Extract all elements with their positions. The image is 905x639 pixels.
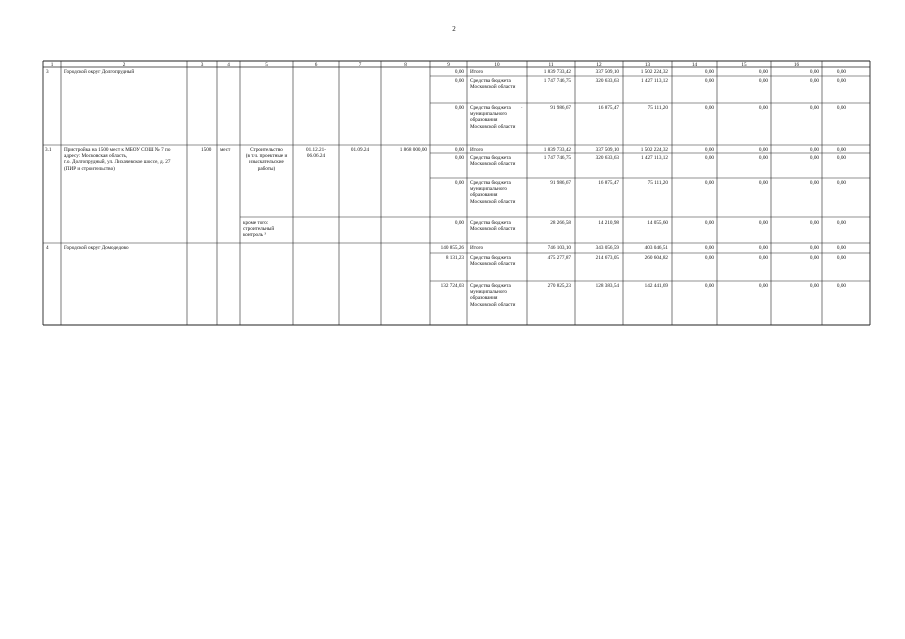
value-cell: 0,00 bbox=[704, 245, 714, 251]
column-header: 9 bbox=[447, 61, 450, 68]
value-cell: 0,00 bbox=[704, 78, 714, 84]
object-cost: 1 868 000,00 bbox=[399, 147, 427, 153]
value-cell: 0,00 bbox=[454, 180, 464, 186]
budget-label-regional: Московской области bbox=[470, 161, 516, 168]
column-header: 6 bbox=[314, 61, 318, 68]
value-cell: 91 986,67 bbox=[550, 180, 571, 186]
column-header: 1 bbox=[50, 61, 54, 68]
work-type: Строительство bbox=[250, 147, 283, 153]
value-cell: 403 046,51 bbox=[644, 245, 668, 251]
column-header: 2 bbox=[122, 61, 126, 68]
value-cell: 28 266,58 bbox=[550, 220, 571, 226]
budget-label-municipal: Средства бюджета bbox=[470, 283, 511, 289]
value-cell: 0,00 bbox=[704, 155, 714, 161]
value-cell: 0,00 bbox=[758, 147, 768, 153]
value-cell: 320 633,63 bbox=[595, 155, 619, 161]
value-cell: 0,00 bbox=[836, 147, 846, 153]
value-cell: 0,00 bbox=[809, 78, 819, 84]
column-header: 16 bbox=[793, 61, 800, 68]
budget-label-municipal: муниципального bbox=[470, 111, 508, 118]
budget-label-municipal: Московской области bbox=[470, 123, 516, 130]
value-cell: 75 111,20 bbox=[647, 105, 668, 111]
column-header: 7 bbox=[358, 61, 362, 68]
value-cell: 0,00 bbox=[809, 283, 819, 289]
budget-label-regional: Средства бюджета bbox=[470, 220, 511, 226]
value-cell: 0,00 bbox=[809, 147, 819, 153]
scan-mark: · bbox=[521, 105, 523, 111]
budget-label-municipal: образования bbox=[470, 117, 498, 124]
budget-label-regional: Московской области bbox=[470, 84, 516, 91]
value-cell: 0,00 bbox=[454, 105, 464, 111]
value-cell: 1 502 224,32 bbox=[640, 69, 668, 75]
value-cell: 0,00 bbox=[809, 69, 819, 75]
value-cell: 0,00 bbox=[758, 245, 768, 251]
value-cell: 0,00 bbox=[704, 105, 714, 111]
value-cell: 8 131,23 bbox=[445, 255, 464, 261]
value-cell: 0,00 bbox=[758, 220, 768, 226]
value-cell: 1 839 733,42 bbox=[543, 147, 571, 153]
work-type: работы) bbox=[257, 165, 276, 172]
value-cell: 0,00 bbox=[809, 180, 819, 186]
budget-label-municipal: Московской области bbox=[470, 198, 516, 205]
value-cell: 0,00 bbox=[758, 69, 768, 75]
value-cell: 0,00 bbox=[758, 155, 768, 161]
value-cell: 1 502 224,32 bbox=[640, 147, 668, 153]
budget-label-total: Итого bbox=[470, 69, 484, 75]
value-cell: 0,00 bbox=[758, 105, 768, 111]
budget-label-municipal: Средства бюджета bbox=[470, 105, 511, 111]
value-cell: 75 111,20 bbox=[647, 180, 668, 186]
work-dates: 01.12.21- bbox=[306, 147, 326, 153]
column-header: 14 bbox=[691, 61, 698, 68]
value-cell: 0,00 bbox=[809, 155, 819, 161]
value-cell: 0,00 bbox=[454, 78, 464, 84]
value-cell: 746 103,10 bbox=[547, 245, 571, 251]
value-cell: 0,00 bbox=[704, 255, 714, 261]
value-cell: 0,00 bbox=[454, 220, 464, 226]
value-cell: 128 383,54 bbox=[595, 283, 619, 289]
row-number: 3.1 bbox=[45, 147, 52, 153]
column-header: 10 bbox=[494, 61, 500, 68]
budget-label-municipal: муниципального bbox=[470, 289, 508, 296]
value-cell: 0,00 bbox=[454, 69, 464, 75]
value-cell: 1 427 113,12 bbox=[640, 155, 668, 161]
value-cell: 16 875,47 bbox=[598, 180, 619, 186]
value-cell: 0,00 bbox=[836, 180, 846, 186]
value-cell: 1 747 746,75 bbox=[543, 155, 571, 161]
row-number: 3 bbox=[46, 69, 49, 75]
budget-label-regional: Средства бюджета bbox=[470, 255, 511, 261]
value-cell: 0,00 bbox=[704, 283, 714, 289]
capacity-unit: мест bbox=[220, 147, 231, 153]
value-cell: 337 509,10 bbox=[595, 147, 619, 153]
value-cell: 214 673,05 bbox=[595, 255, 619, 261]
value-cell: 0,00 bbox=[836, 105, 846, 111]
column-header: 12 bbox=[596, 61, 602, 68]
value-cell: 260 604,82 bbox=[644, 255, 668, 261]
construction-control-label: контроль ³ bbox=[243, 232, 266, 239]
budget-label-regional: Московской области bbox=[470, 226, 516, 233]
value-cell: 337 509,10 bbox=[595, 69, 619, 75]
object-name: адресу: Московская область, bbox=[64, 153, 128, 160]
budget-label-regional: Московской области bbox=[470, 261, 516, 268]
municipality-name: Городской округ Долгопрудный bbox=[64, 69, 135, 75]
value-cell: 0,00 bbox=[809, 255, 819, 261]
column-header: 4 bbox=[227, 61, 230, 68]
construction-control-label: строительный bbox=[243, 226, 275, 233]
object-name: Пристройка на 1500 мест к МБОУ СОШ № 7 по bbox=[64, 147, 171, 153]
value-cell: 0,00 bbox=[836, 283, 846, 289]
budget-label-regional: Средства бюджета bbox=[470, 78, 511, 84]
value-cell: 14 210,98 bbox=[598, 220, 619, 226]
value-cell: 16 875,47 bbox=[598, 105, 619, 111]
column-header: 15 bbox=[741, 61, 747, 68]
budget-label-municipal: Средства бюджета bbox=[470, 180, 511, 186]
value-cell: 132 724,03 bbox=[440, 283, 464, 289]
value-cell: 343 056,59 bbox=[595, 245, 619, 251]
value-cell: 320 633,63 bbox=[595, 78, 619, 84]
work-dates: 06.06.24 bbox=[306, 153, 326, 160]
value-cell: 0,00 bbox=[836, 255, 846, 261]
budget-label-municipal: Московской области bbox=[470, 301, 516, 308]
value-cell: 0,00 bbox=[836, 78, 846, 84]
value-cell: 0,00 bbox=[704, 220, 714, 226]
value-cell: 14 055,60 bbox=[647, 220, 668, 226]
value-cell: 0,00 bbox=[758, 283, 768, 289]
budget-label-municipal: образования bbox=[470, 192, 498, 199]
column-header: 13 bbox=[644, 61, 651, 68]
value-cell: 0,00 bbox=[809, 245, 819, 251]
value-cell: 475 277,87 bbox=[547, 255, 571, 261]
value-cell: 0,00 bbox=[836, 245, 846, 251]
completion-date: 01.09.24 bbox=[350, 147, 370, 153]
municipality-name: Городской округ Домодедово bbox=[64, 245, 129, 251]
budget-label-municipal: образования bbox=[470, 295, 498, 302]
value-cell: 270 825,23 bbox=[547, 283, 571, 289]
value-cell: 0,00 bbox=[836, 69, 846, 75]
value-cell: 0,00 bbox=[454, 155, 464, 161]
value-cell: 1 427 113,12 bbox=[640, 78, 668, 84]
column-header: 8 bbox=[404, 61, 407, 68]
value-cell: 0,00 bbox=[758, 255, 768, 261]
value-cell: 0,00 bbox=[836, 155, 846, 161]
object-name: г.о. Долгопрудный, ул. Лихачевское шоссе, д. 27 bbox=[64, 159, 171, 166]
value-cell: 0,00 bbox=[836, 220, 846, 226]
budget-label-regional: Средства бюджета bbox=[470, 155, 511, 161]
value-cell: 91 986,67 bbox=[550, 105, 571, 111]
budget-label-total: Итого bbox=[470, 245, 484, 251]
work-type: (в т.ч. проектные и bbox=[245, 153, 288, 160]
value-cell: 0,00 bbox=[809, 220, 819, 226]
page-number: 2 bbox=[452, 25, 456, 33]
value-cell: 0,00 bbox=[704, 69, 714, 75]
capacity-value: 1500 bbox=[201, 147, 212, 153]
value-cell: 0,00 bbox=[758, 78, 768, 84]
budget-label-municipal: муниципального bbox=[470, 186, 508, 193]
value-cell: 1 747 746,75 bbox=[543, 78, 571, 84]
value-cell: 0,00 bbox=[704, 147, 714, 153]
column-header: 5 bbox=[265, 61, 268, 68]
work-type: изыскательские bbox=[249, 159, 284, 166]
column-header: 11 bbox=[548, 61, 554, 68]
budget-label-total: Итого bbox=[470, 147, 484, 153]
column-header: 3 bbox=[200, 61, 204, 68]
value-cell: 0,00 bbox=[454, 147, 464, 153]
value-cell: 0,00 bbox=[809, 105, 819, 111]
value-cell: 0,00 bbox=[704, 180, 714, 186]
value-cell: 0,00 bbox=[758, 180, 768, 186]
row-number: 4 bbox=[46, 245, 49, 251]
value-cell: 140 855,26 bbox=[440, 245, 464, 251]
object-name: (ПИР и строительство) bbox=[64, 165, 115, 172]
value-cell: 1 839 733,42 bbox=[543, 69, 571, 75]
construction-control-label: кроме того: bbox=[243, 220, 269, 226]
value-cell: 142 441,69 bbox=[644, 283, 668, 289]
